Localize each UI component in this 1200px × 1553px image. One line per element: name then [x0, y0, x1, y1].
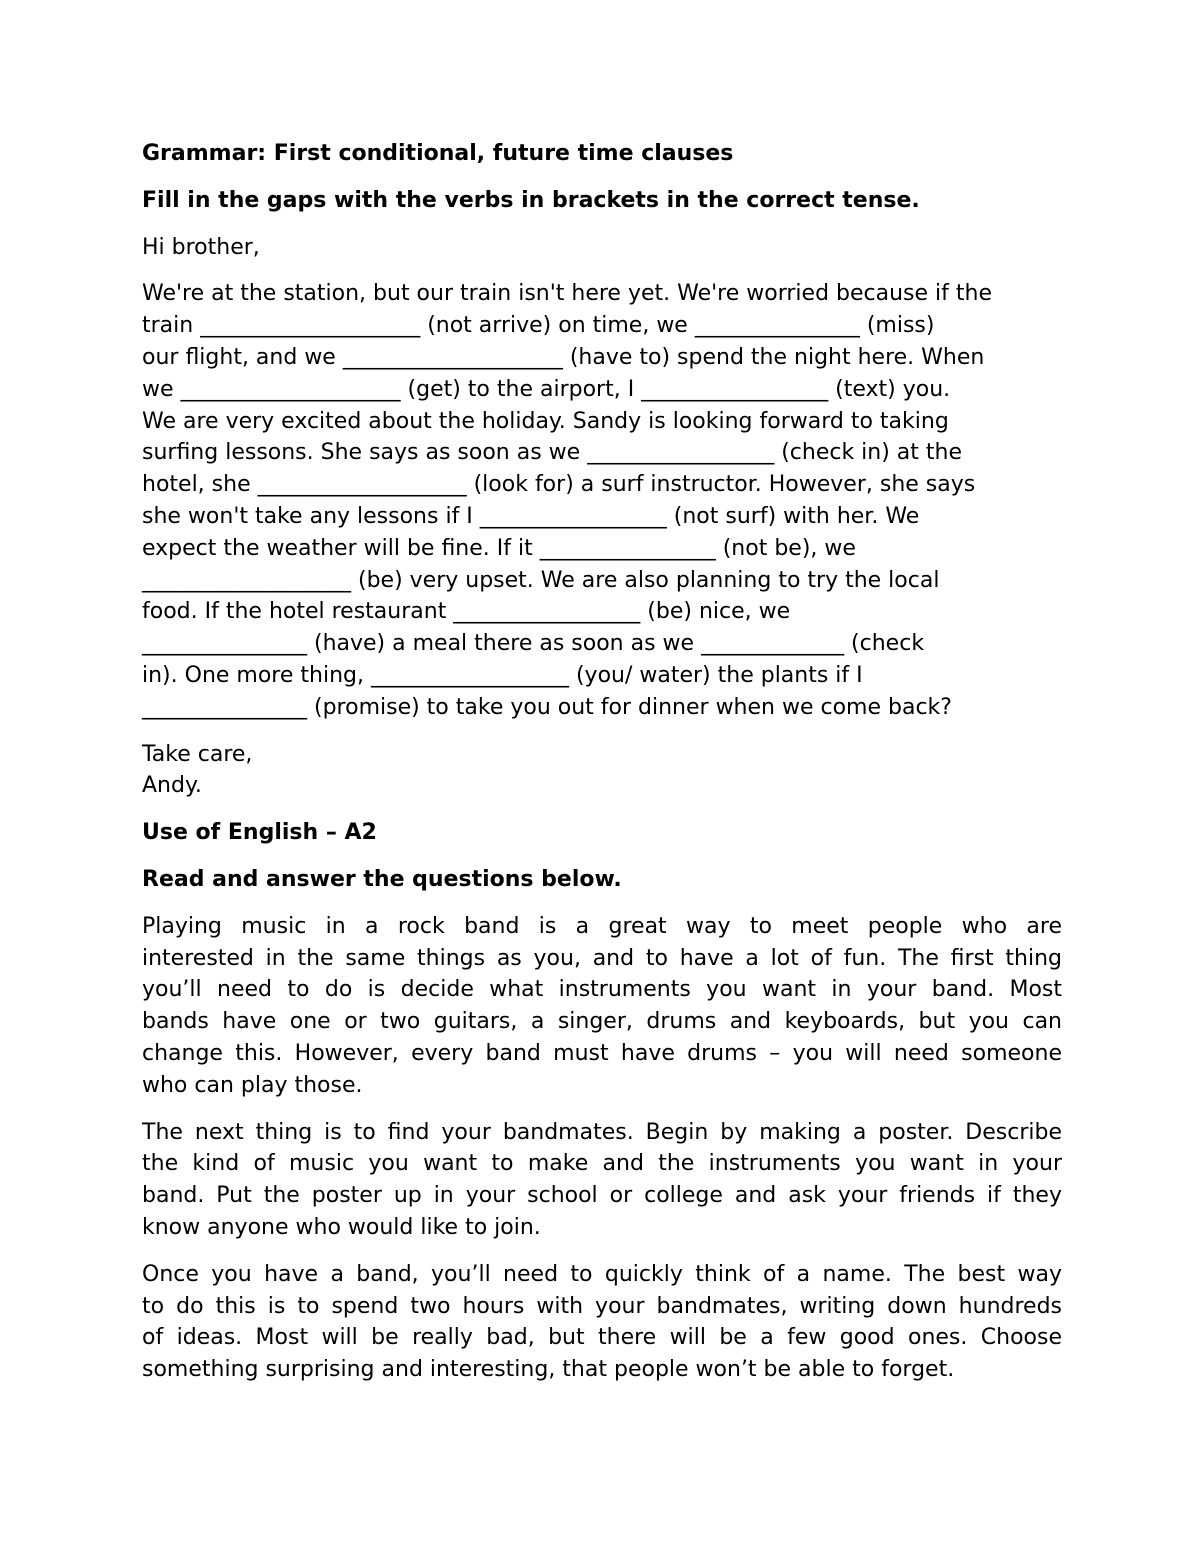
paragraph-line: know anyone who would like to join.	[142, 1214, 541, 1240]
letter-line: We are very excited about the holiday. Sandy is looking forward to taking	[142, 408, 949, 434]
letter-line: our flight, and we ____________________ (have to) spend the night here. When	[142, 344, 985, 370]
reading-paragraph-2	[142, 1117, 1062, 1244]
letter-line: she won't take any lessons if I _________________ (not surf) with her. We	[142, 503, 920, 529]
paragraph-line: the kind of music you want to make and the instruments you want in your	[142, 1151, 1062, 1177]
letter-line: food. If the hotel restaurant _________________ (be) nice, we	[142, 599, 791, 625]
document-page	[142, 138, 1062, 1401]
letter-line: train ____________________ (not arrive) on time, we _______________ (miss)	[142, 313, 935, 339]
paragraph-line: who can play those.	[142, 1072, 363, 1098]
paragraph-line: you’ll need to do is decide what instruments you want in your band. Most	[142, 977, 1062, 1003]
reading-paragraph-3	[142, 1259, 1062, 1386]
letter-line: _______________ (promise) to take you out for dinner when we come back?	[142, 694, 952, 720]
paragraph-line: to do this is to spend two hours with your bandmates, writing down hundreds	[142, 1293, 1062, 1319]
letter-body	[142, 278, 1062, 723]
paragraph-line: Playing music in a rock band is a great way to meet people who are	[142, 913, 1062, 939]
letter-line: hotel, she ___________________ (look for) a surf instructor. However, she says	[142, 472, 976, 498]
paragraph-line: band. Put the poster up in your school or college and ask your friends if they	[142, 1183, 1062, 1209]
use-of-english-title: Use of English – A2	[142, 820, 377, 846]
letter-signoff	[142, 739, 1062, 803]
letter-line: surfing lessons. She says as soon as we _________________ (check in) at the	[142, 440, 963, 466]
use-of-english-instruction: Read and answer the questions below.	[142, 866, 622, 892]
letter-line: expect the weather will be fine. If it ________________ (not be), we	[142, 535, 856, 561]
paragraph-line: bands have one or two guitars, a singer, drums and keyboards, but you can	[142, 1009, 1062, 1035]
letter-line: we ____________________ (get) to the airport, I _________________ (text) you.	[142, 376, 951, 402]
letter-line: in). One more thing, __________________ (you/ water) the plants if I	[142, 662, 863, 688]
letter-signature: Andy.	[142, 773, 202, 799]
letter-line: ___________________ (be) very upset. We are also planning to try the local	[142, 567, 940, 593]
paragraph-line: something surprising and interesting, that people won’t be able to forget.	[142, 1357, 955, 1383]
grammar-instruction: Fill in the gaps with the verbs in brackets in the correct tense.	[142, 187, 920, 213]
paragraph-line: Once you have a band, you’ll need to quickly think of a name. The best way	[142, 1261, 1062, 1287]
letter-closing: Take care,	[142, 741, 253, 767]
reading-paragraph-1	[142, 911, 1062, 1102]
grammar-title: Grammar: First conditional, future time clauses	[142, 141, 734, 166]
letter-greeting: Hi brother,	[142, 234, 260, 260]
letter-line: We're at the station, but our train isn't here yet. We're worried because if the	[142, 281, 992, 307]
paragraph-line: of ideas. Most will be really bad, but there will be a few good ones. Choose	[142, 1325, 1062, 1351]
paragraph-line: change this. However, every band must have drums – you will need someone	[142, 1040, 1062, 1066]
paragraph-line: interested in the same things as you, and to have a lot of fun. The first thing	[142, 945, 1062, 971]
paragraph-line: The next thing is to find your bandmates. Begin by making a poster. Describe	[142, 1119, 1062, 1145]
letter-line: _______________ (have) a meal there as soon as we _____________ (check	[142, 631, 925, 657]
